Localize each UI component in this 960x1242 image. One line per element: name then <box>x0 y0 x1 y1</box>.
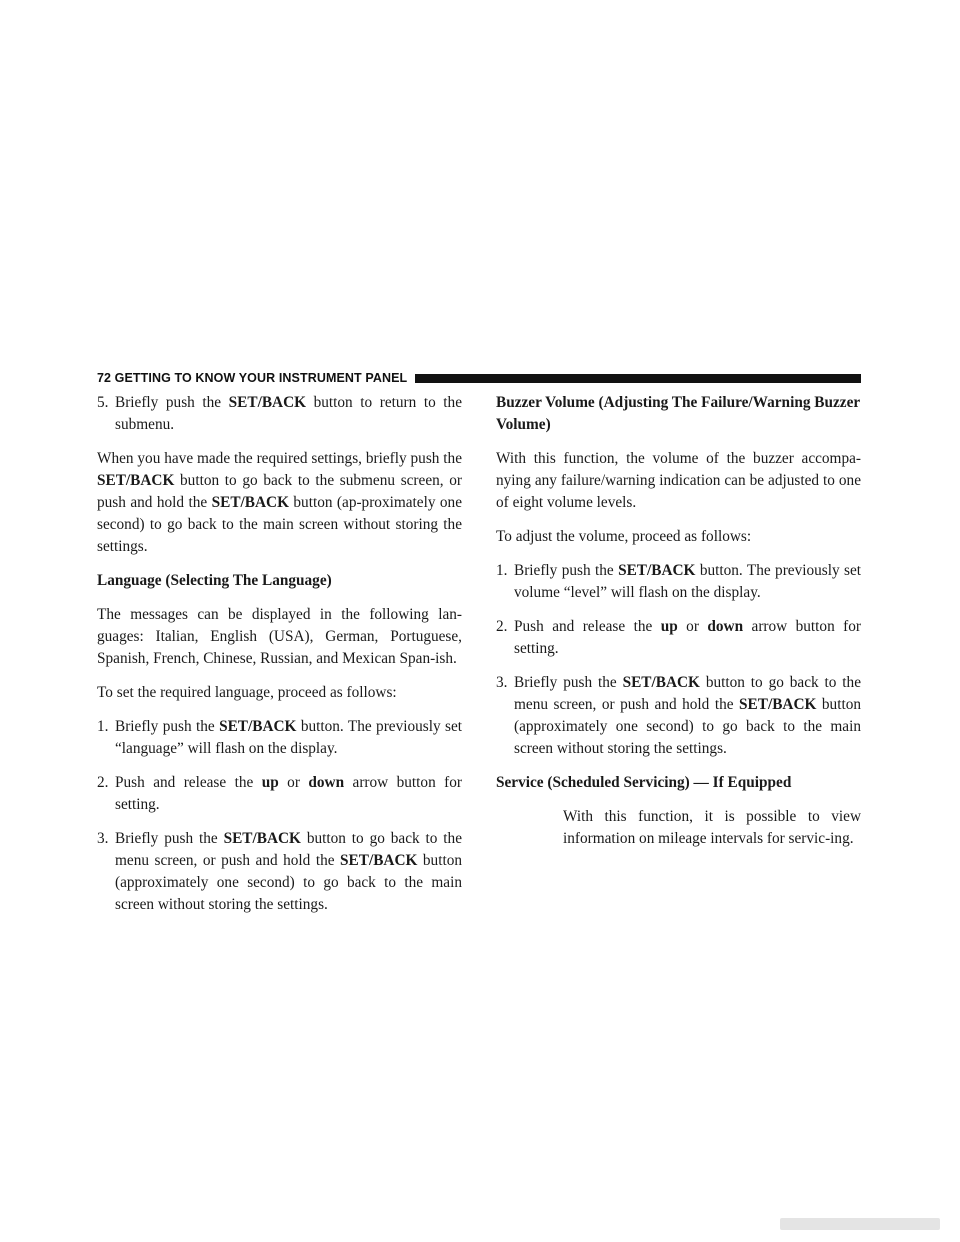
text-run: arrow button for setting. <box>514 618 861 657</box>
section-heading: Service (Scheduled Servicing) — If Equipped <box>496 774 792 791</box>
list-number: 5. <box>97 394 109 411</box>
text-run: button to go back to the submenu screen, or push and hold the <box>97 472 462 511</box>
text-run: button. The previously set volume “level” will flash on the display. <box>514 562 862 601</box>
list-item <box>496 616 861 660</box>
button-name: down <box>707 618 744 635</box>
text-run: Briefly push the <box>514 562 619 579</box>
paragraph: To adjust the volume, proceed as follows: <box>496 528 752 545</box>
text-run: or <box>677 618 708 635</box>
list-item-text <box>115 716 462 760</box>
list-number: 1. <box>496 562 508 579</box>
paragraph: With this function, the volume of the buzzer accompa-nying any failure/warning indication can be adjusted to one of eight volume levels. <box>496 450 861 511</box>
text-run: button to go back to the menu screen, or push and hold the <box>514 674 861 713</box>
watermark-logo <box>780 1216 940 1232</box>
button-name: SET/BACK <box>228 394 307 411</box>
text-run: Push and release the <box>514 618 661 635</box>
right-column <box>496 392 861 862</box>
text-run: Briefly push the <box>115 394 229 411</box>
text-run: button (ap-proximately one second) to go back to the main screen without storing the settings. <box>97 494 462 555</box>
list-item <box>97 716 462 760</box>
list-item-text <box>115 772 462 816</box>
text-run: Briefly push the <box>514 674 623 691</box>
paragraph <box>97 448 462 558</box>
list-item <box>97 772 462 816</box>
list-item <box>496 672 861 760</box>
text-run: button (approximately one second) to go back to the main screen without storing the settings. <box>115 852 462 913</box>
button-name: up <box>261 774 279 791</box>
paragraph: With this function, it is possible to view information on mileage intervals for servic-ing. <box>563 808 861 847</box>
page-header-title: 72 GETTING TO KNOW YOUR INSTRUMENT PANEL <box>97 371 408 385</box>
button-name: up <box>660 618 678 635</box>
list-item-text <box>514 672 861 760</box>
list-number: 2. <box>496 618 508 635</box>
button-name: SET/BACK <box>223 830 301 847</box>
list-item-text <box>514 560 861 604</box>
list-item <box>97 828 462 916</box>
text-run: Briefly push the <box>115 830 224 847</box>
list-item-text <box>514 616 861 660</box>
list-number: 3. <box>496 674 508 691</box>
header-rule <box>415 374 861 383</box>
paragraph: To set the required language, proceed as follows: <box>97 684 397 701</box>
text-run: button to go back to the menu screen, or push and hold the <box>115 830 462 869</box>
button-name: SET/BACK <box>97 472 175 489</box>
list-number: 3. <box>97 830 109 847</box>
list-item <box>496 560 861 604</box>
section-heading: Buzzer Volume (Adjusting The Failure/Warning Buzzer Volume) <box>496 394 860 433</box>
text-run: Push and release the <box>115 774 262 791</box>
page-header <box>97 371 861 385</box>
button-name: SET/BACK <box>211 494 289 511</box>
button-name: SET/BACK <box>219 718 297 735</box>
button-name: SET/BACK <box>739 696 817 713</box>
list-item <box>97 392 462 436</box>
button-name: SET/BACK <box>622 674 700 691</box>
text-run: arrow button for setting. <box>115 774 462 813</box>
list-number: 2. <box>97 774 109 791</box>
text-run: or <box>278 774 309 791</box>
text-run: button. The previously set “language” will flash on the display. <box>115 718 463 757</box>
button-name: SET/BACK <box>618 562 696 579</box>
text-run: When you have made the required settings, briefly push the <box>97 450 462 467</box>
list-item-text <box>115 828 462 916</box>
list-item-text <box>115 392 462 436</box>
left-column <box>97 392 462 928</box>
text-run: Briefly push the <box>115 718 220 735</box>
text-run: button (approximately one second) to go back to the main screen without storing the settings. <box>514 696 861 757</box>
section-heading: Language (Selecting The Language) <box>97 572 332 589</box>
list-number: 1. <box>97 718 109 735</box>
paragraph: The messages can be displayed in the following lan-guages: Italian, English (USA), German, Portuguese, Spanish, French, Chinese, Russian, and Mexican Span-ish. <box>97 606 462 667</box>
button-name: SET/BACK <box>340 852 418 869</box>
text-run: button to return to the submenu. <box>115 394 462 433</box>
button-name: down <box>308 774 345 791</box>
